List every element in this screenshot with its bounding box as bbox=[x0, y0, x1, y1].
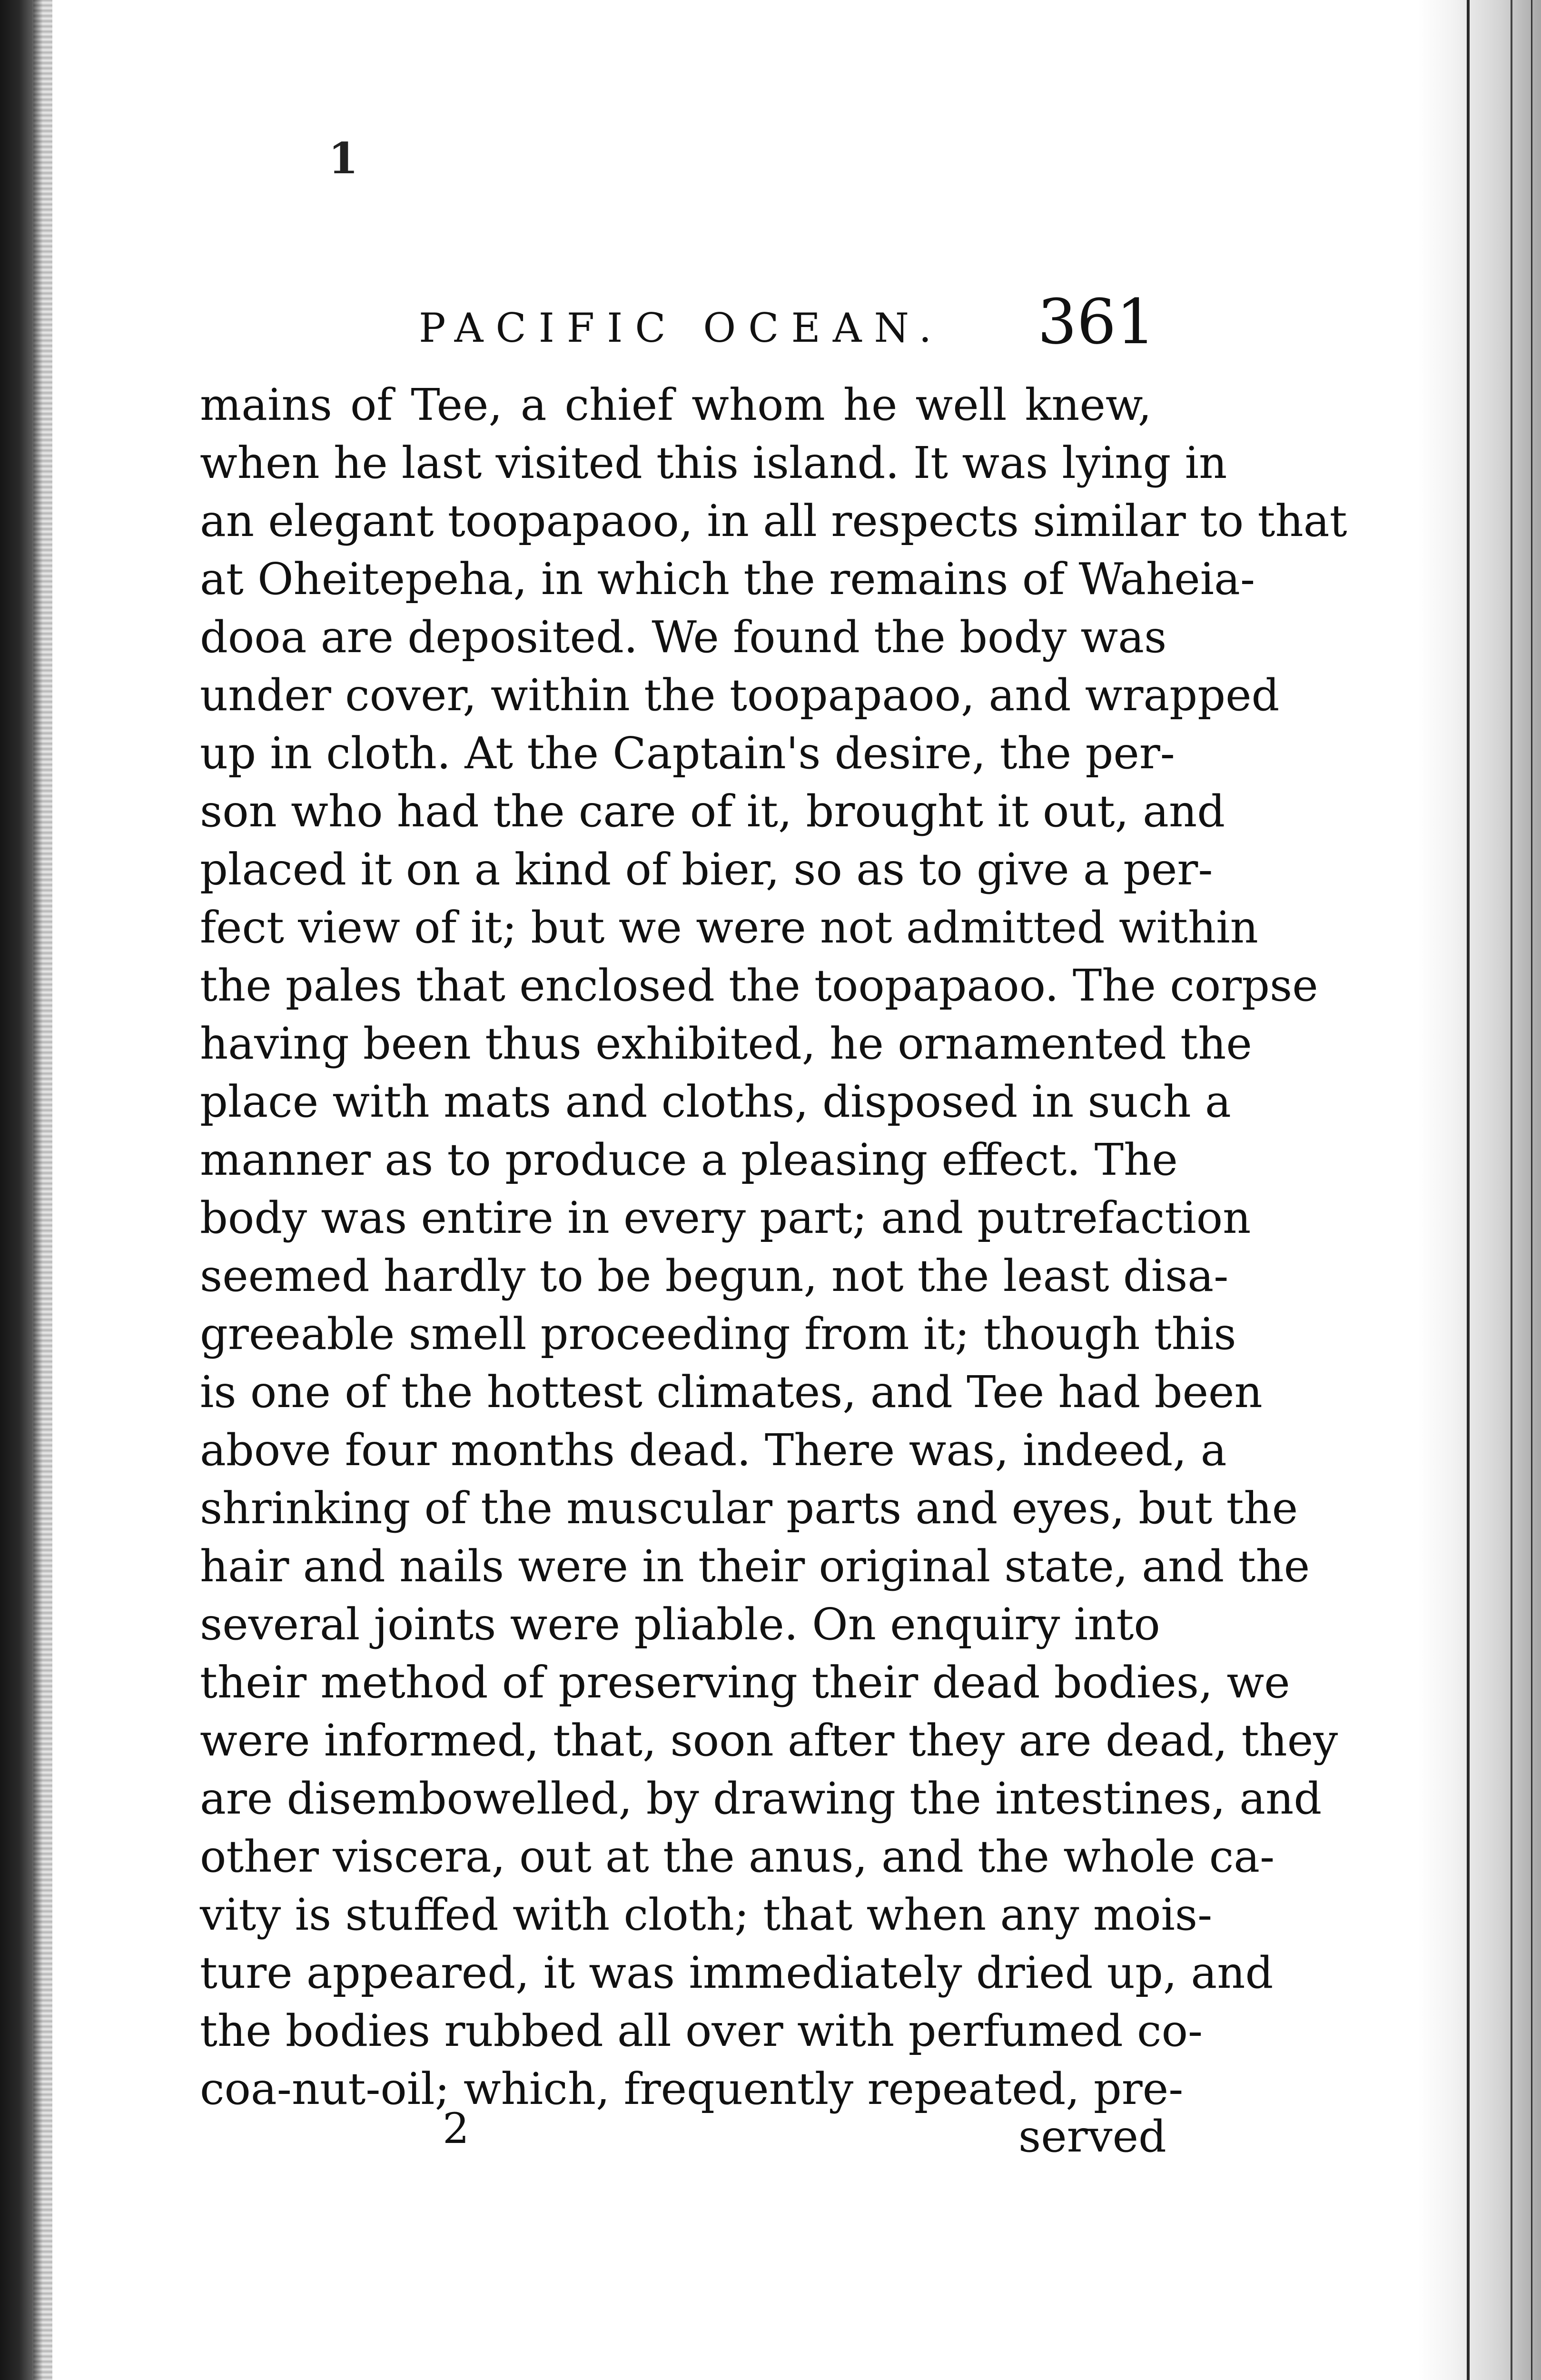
text-line: is one of the hottest climates, and Tee had been bbox=[200, 1367, 1263, 1418]
text-line: son who had the care of it, brought it out, and bbox=[200, 786, 1225, 837]
text-line: an elegant toopapaoo, in all respects similar to that bbox=[200, 496, 1347, 546]
text-line: were informed, that, soon after they are dead, they bbox=[200, 1715, 1338, 1766]
text-line: mains of Tee, a chief whom he well knew, bbox=[200, 379, 1152, 430]
text-line: body was entire in every part; and putrefaction bbox=[200, 1192, 1251, 1243]
text-line: other viscera, out at the anus, and the whole ca- bbox=[200, 1831, 1275, 1882]
text-line: are disembowelled, by drawing the intestines, and bbox=[200, 1773, 1322, 1824]
text-line: under cover, within the toopapaoo, and wrapped bbox=[200, 670, 1280, 721]
catchword: served bbox=[1018, 2111, 1166, 2162]
text-line: hair and nails were in their original state, and the bbox=[200, 1541, 1310, 1592]
corner-mark: 1 bbox=[328, 133, 358, 184]
text-line: having been thus exhibited, he ornamented the bbox=[200, 1018, 1252, 1069]
text-line: several joints were pliable. On enquiry into bbox=[200, 1599, 1160, 1650]
text-line: at Oheitepeha, in which the remains of Waheia- bbox=[200, 554, 1255, 605]
page-edge-line bbox=[1511, 0, 1512, 2380]
text-line: ture appeared, it was immediately dried up, and bbox=[200, 1947, 1274, 1998]
text-line: fect view of it; but we were not admitted within bbox=[200, 902, 1258, 953]
text-line: placed it on a kind of bier, so as to give a per- bbox=[200, 844, 1213, 895]
text-line: the pales that enclosed the toopapaoo. The corpse bbox=[200, 960, 1318, 1011]
page-edge-line bbox=[1531, 0, 1532, 2380]
text-line: above four months dead. There was, indeed, a bbox=[200, 1425, 1227, 1476]
text-line: when he last visited this island. It was lying in bbox=[200, 437, 1227, 488]
text-line: shrinking of the muscular parts and eyes, but the bbox=[200, 1483, 1298, 1534]
text-line: their method of preserving their dead bodies, we bbox=[200, 1657, 1290, 1708]
text-line: the bodies rubbed all over with perfumed co- bbox=[200, 2005, 1203, 2056]
page-number: 361 bbox=[1037, 286, 1156, 358]
running-head: PACIFIC OCEAN. bbox=[419, 305, 944, 351]
page-right-edge bbox=[1417, 0, 1541, 2380]
text-line: place with mats and cloths, disposed in such a bbox=[200, 1076, 1231, 1127]
page-gutter-texture bbox=[33, 0, 52, 2380]
text-line: greeable smell proceeding from it; though this bbox=[200, 1309, 1236, 1359]
text-line: manner as to produce a pleasing effect. The bbox=[200, 1134, 1178, 1185]
page-edge-line bbox=[1467, 0, 1470, 2380]
signature-mark: 2 bbox=[443, 2104, 469, 2153]
text-line: vity is stuffed with cloth; that when any mois- bbox=[200, 1889, 1213, 1940]
text-line: coa-nut-oil; which, frequently repeated, pre- bbox=[200, 2063, 1184, 2114]
text-line: up in cloth. At the Captain's desire, the per- bbox=[200, 728, 1175, 779]
body-text bbox=[200, 376, 1347, 2118]
text-line: seemed hardly to be begun, not the least disa- bbox=[200, 1250, 1229, 1301]
text-line: dooa are deposited. We found the body was bbox=[200, 612, 1167, 663]
